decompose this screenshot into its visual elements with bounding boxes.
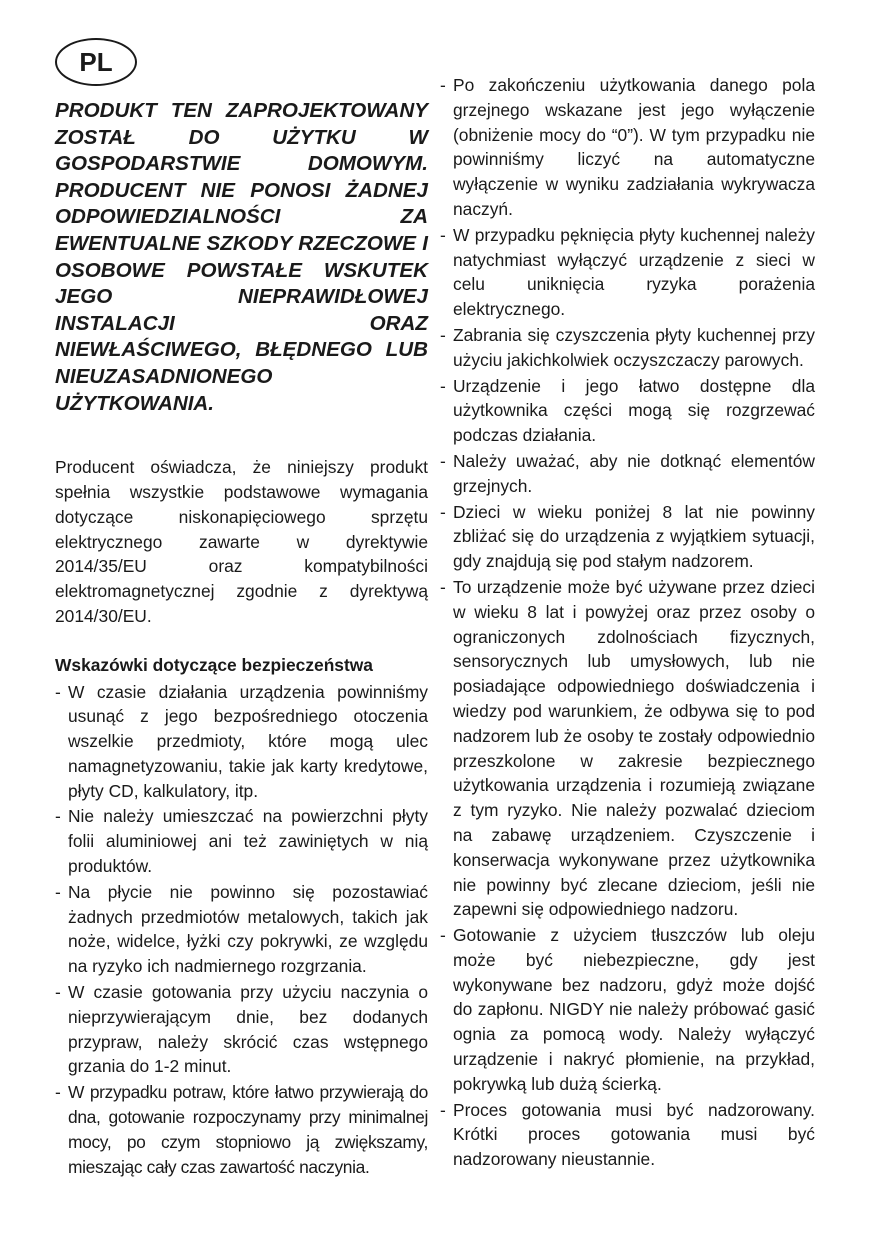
left-column [55,98,428,1180]
list-item: - W czasie gotowania przy użyciu naczynia o nieprzywierającym dnie, bez dodanych przypraw, należy skrócić czas wstępnego grzania do 1-2 minut. [55,980,428,1079]
list-item: - W czasie działania urządzenia powinniśmy usunąć z jego bezpośredniego otoczenia wszelkie przedmioty, które mogą ulec namagnetyzowaniu, takie jak karty kredytowe, płyty CD, kalkulatory, itp. [55,680,428,804]
safety-heading: Wskazówki dotyczące bezpieczeństwa [55,654,373,675]
liability-warning: PRODUKT TEN ZAPROJEKTOWANY ZOSTAŁ DO UŻYTKU W GOSPODARSTWIE DOMOWYM. PRODUCENT NIE PONOSI ŻADNEJ ODPOWIEDZIALNOŚCI ZA EWENTUALNE SZKODY RZECZOWE I OSOBOWE POWSTAŁE WSKUTEK JEGO NIEPRAWIDŁOWEJ INSTALACJI ORAZ NIEWŁAŚCIWEGO, BŁĘDNEGO LUB NIEUZASADNIONEGO UŻYTKOWANIA. [55,99,428,415]
language-badge: PL [55,38,137,86]
conformity-statement: Producent oświadcza, że niniejszy produkt spełnia wszystkie podstawowe wymagania dotyczące niskonapięciowego sprzętu elektrycznego zawarte w dyrektywie 2014/35/EU oraz kompatybilności elektromagnetycznej zgodnie z dyrektywą 2014/30/EU. [55,457,428,626]
list-item: - Zabrania się czyszczenia płyty kuchennej przy użyciu jakichkolwiek oczyszczaczy parowych. [440,323,815,373]
list-item: - Nie należy umieszczać na powierzchni płyty folii aluminiowej ani też zawiniętych w nią produktów. [55,804,428,878]
list-item: - Należy uważać, aby nie dotknąć elementów grzejnych. [440,449,815,499]
list-item: - Gotowanie z użyciem tłuszczów lub oleju może być niebezpieczne, gdy jest wykonywane bez nadzoru, gdyż może dojść do zapłonu. NIGDY nie należy próbować gasić ognia za pomocą wody. Należy wyłączyć urządzenie i nakryć płomienie, na przykład, pokrywką lub dużą ścierką. [440,923,815,1097]
list-item: - Na płycie nie powinno się pozostawiać żadnych przedmiotów metalowych, takich jak noże, widelce, łyżki czy pokrywki, ze względu na ryzyko ich nadmiernego rozgrzania. [55,880,428,979]
list-item: - To urządzenie może być używane przez dzieci w wieku 8 lat i powyżej oraz przez osoby o ograniczonych zdolnościach fizycznych, sensorycznych lub umysłowych, lub nie posiadające odpowiedniego doświadczenia i wiedzy pod warunkiem, że odbywa się to pod nadzorem lub że osoby te zostały odpowiednio przeszkolone w zakresie bezpiecznego użytkowania urządzenia i rozumieją związane z tym ryzyko. Nie należy pozwalać dzieciom na zabawę urządzeniem. Czyszczenie i konserwacja wykonywane przez użytkownika nie powinny być zlecane dzieciom, jeśli nie zapewni się odpowiedniego nadzoru. [440,575,815,922]
list-item: - W przypadku pęknięcia płyty kuchennej należy natychmiast wyłączyć urządzenie z sieci w celu uniknięcia ryzyka porażenia elektrycznego. [440,223,815,322]
list-item: - Dzieci w wieku poniżej 8 lat nie powinny zbliżać się do urządzenia z wyjątkiem sytuacji, gdy znajdują się pod stałym nadzorem. [440,500,815,574]
safety-list-left [55,680,428,1180]
safety-list-right [440,73,815,1172]
right-column [440,73,815,1173]
list-item: - Po zakończeniu użytkowania danego pola grzejnego wskazane jest jego wyłączenie (obniżenie mocy do “0”). W tym przypadku nie powinniśmy liczyć na automatyczne wyłączenie w wyniku zadziałania wykrywacza naczyń. [440,73,815,222]
list-item: - Proces gotowania musi być nadzorowany. Krótki proces gotowania musi być nadzorowany nieustannie. [440,1098,815,1172]
list-item: - Urządzenie i jego łatwo dostępne dla użytkownika części mogą się rozgrzewać podczas działania. [440,374,815,448]
list-item: - W przypadku potraw, które łatwo przywierają do dna, gotowanie rozpoczynamy przy minimalnej mocy, po czym stopniowo ją zwiększamy, mieszając cały czas zawartość naczynia. [55,1080,428,1179]
